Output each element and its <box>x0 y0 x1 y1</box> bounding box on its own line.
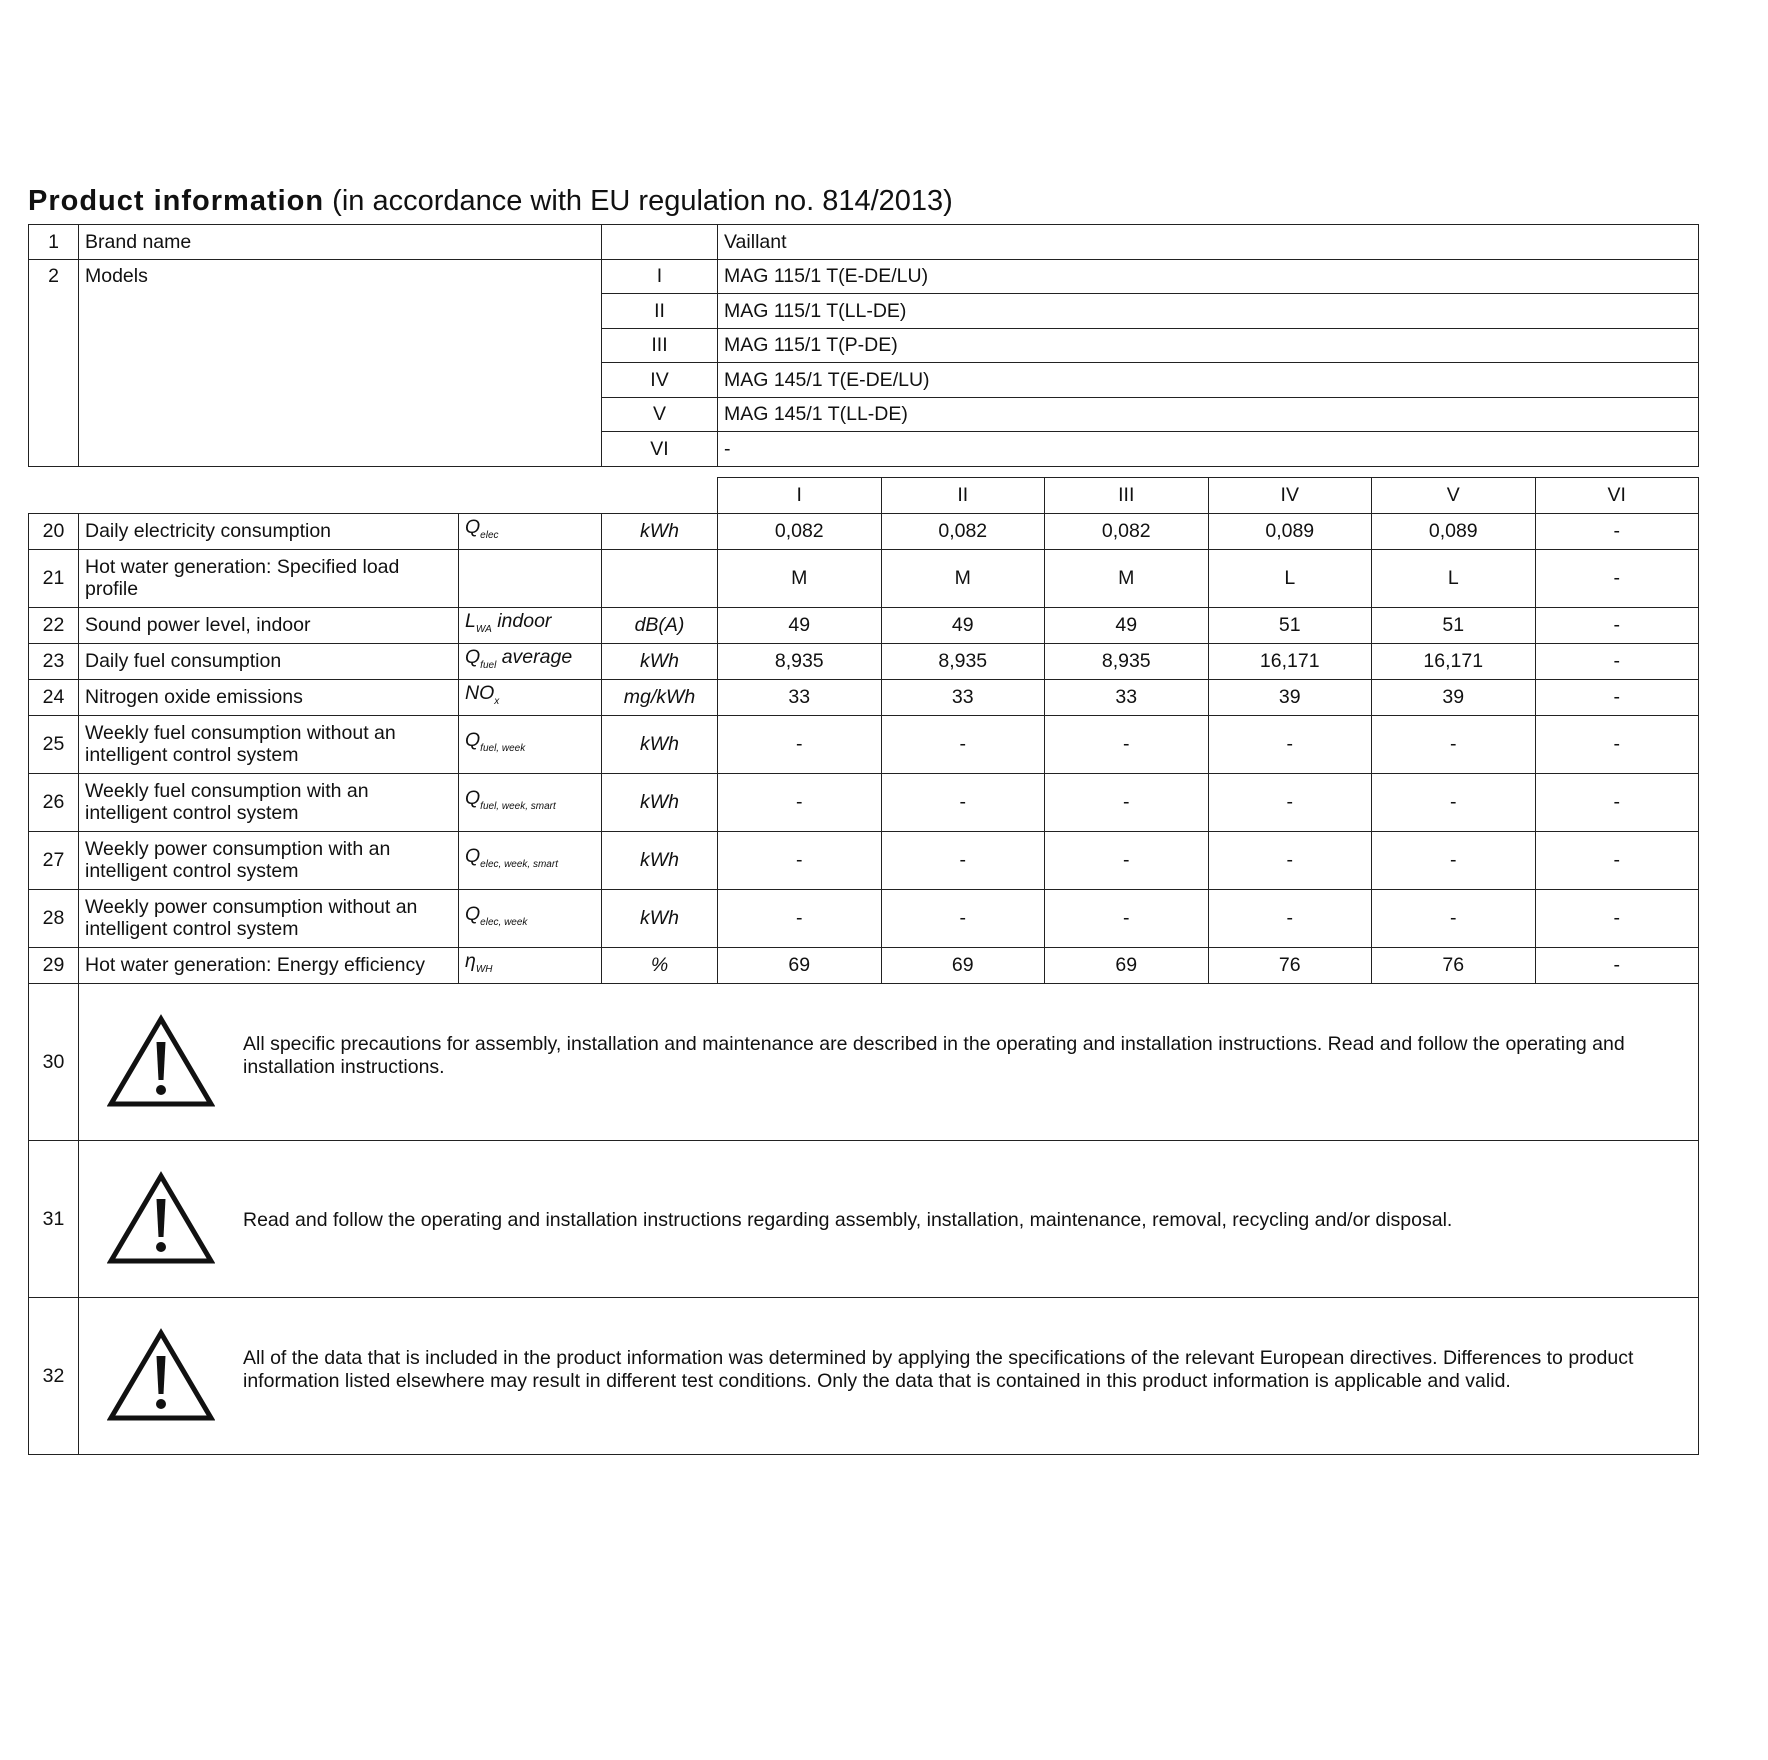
unit-cell: kWh <box>602 889 718 947</box>
value-cell: 8,935 <box>718 643 882 679</box>
value-cell: - <box>718 889 882 947</box>
model-roman: III <box>602 328 718 363</box>
row-number: 22 <box>29 607 79 643</box>
value-cell: 8,935 <box>1045 643 1209 679</box>
row-label: Sound power level, indoor <box>79 607 459 643</box>
symbol-subscript: fuel, week <box>480 742 526 754</box>
table-row <box>29 715 1699 773</box>
value-cell: - <box>1535 513 1699 549</box>
model-name: - <box>718 432 1699 467</box>
value-cell: - <box>1372 715 1536 773</box>
symbol-main: Q <box>465 786 481 809</box>
symbol-cell <box>459 889 602 947</box>
value-cell: 49 <box>1045 607 1209 643</box>
unit-cell: mg/kWh <box>602 679 718 715</box>
value-cell: - <box>1535 643 1699 679</box>
symbol-main: NO <box>465 681 495 704</box>
unit-cell: kWh <box>602 773 718 831</box>
symbol-suffix: average <box>496 645 573 668</box>
warning-content <box>79 1171 1698 1266</box>
row-number: 21 <box>29 549 79 607</box>
row-label: Hot water generation: Specified load profile <box>79 549 459 607</box>
row-number: 31 <box>29 1140 79 1297</box>
model-roman: IV <box>602 363 718 398</box>
value-cell: - <box>1535 889 1699 947</box>
symbol-subscript: elec, week <box>480 916 528 928</box>
row-number: 27 <box>29 831 79 889</box>
value-cell: - <box>1045 715 1209 773</box>
value-cell: 33 <box>1045 679 1209 715</box>
value-cell: 49 <box>718 607 882 643</box>
value-cell: - <box>1372 889 1536 947</box>
row-number: 24 <box>29 679 79 715</box>
unit-cell: kWh <box>602 831 718 889</box>
value-cell: - <box>1535 831 1699 889</box>
product-information-sheet <box>28 184 1698 1455</box>
symbol-cell <box>459 679 602 715</box>
symbol-subscript: elec, week, smart <box>480 858 558 870</box>
row-number: 30 <box>29 983 79 1140</box>
row-number: 23 <box>29 643 79 679</box>
symbol-cell <box>459 715 602 773</box>
value-cell: - <box>1535 607 1699 643</box>
table-row <box>29 947 1699 983</box>
model-roman: V <box>602 397 718 432</box>
symbol-subscript: x <box>494 695 500 707</box>
value-cell: - <box>881 773 1045 831</box>
row-label: Brand name <box>79 225 602 260</box>
row-number: 26 <box>29 773 79 831</box>
value-cell: - <box>1208 889 1372 947</box>
column-header: VI <box>1535 477 1699 513</box>
value-cell: - <box>1372 773 1536 831</box>
value-cell: - <box>1535 549 1699 607</box>
value-cell: - <box>881 831 1045 889</box>
unit-cell <box>602 549 718 607</box>
table-row <box>29 679 1699 715</box>
symbol-subscript: fuel, week, smart <box>480 800 556 812</box>
value-cell: 49 <box>881 607 1045 643</box>
symbol-main: Q <box>465 728 481 751</box>
value-cell: 8,935 <box>881 643 1045 679</box>
value-cell: 0,082 <box>1045 513 1209 549</box>
warning-triangle-icon <box>107 1171 215 1266</box>
model-name: MAG 145/1 T(LL-DE) <box>718 397 1699 432</box>
row-number: 2 <box>29 259 79 466</box>
table-row <box>29 773 1699 831</box>
value-cell: - <box>881 889 1045 947</box>
value-cell: L <box>1372 549 1536 607</box>
column-header: I <box>718 477 882 513</box>
symbol-main: Q <box>465 645 481 668</box>
warning-cell <box>79 1297 1699 1454</box>
row-number: 20 <box>29 513 79 549</box>
symbol-main: Q <box>465 515 481 538</box>
warning-content <box>79 1014 1698 1109</box>
value-cell: 16,171 <box>1372 643 1536 679</box>
value-cell: 0,089 <box>1208 513 1372 549</box>
row-number: 1 <box>29 225 79 260</box>
table-row <box>29 513 1699 549</box>
value-cell: M <box>1045 549 1209 607</box>
table-row <box>29 225 1699 260</box>
symbol-cell <box>459 773 602 831</box>
symbol-cell <box>459 831 602 889</box>
model-name: MAG 145/1 T(E-DE/LU) <box>718 363 1699 398</box>
value-cell: - <box>1372 831 1536 889</box>
row-label: Weekly power consumption with an intelligent control system <box>79 831 459 889</box>
table-row <box>29 607 1699 643</box>
value-cell: 0,089 <box>1372 513 1536 549</box>
symbol-subscript: fuel <box>480 659 497 671</box>
value-cell: 33 <box>718 679 882 715</box>
value-cell: 39 <box>1372 679 1536 715</box>
row-number: 32 <box>29 1297 79 1454</box>
value-cell: - <box>1045 889 1209 947</box>
warning-text: All specific precautions for assembly, installation and maintenance are described in the operating and installation instructions. Read and follow the operating and installation instructions. <box>243 1032 1625 1078</box>
warning-cell <box>79 1140 1699 1297</box>
row-label: Weekly power consumption without an intelligent control system <box>79 889 459 947</box>
value-cell: 51 <box>1372 607 1536 643</box>
value-cell: - <box>1535 715 1699 773</box>
unit-cell: kWh <box>602 643 718 679</box>
title-bold: Product information <box>28 185 325 217</box>
value-cell: 76 <box>1208 947 1372 983</box>
warning-row <box>29 983 1699 1140</box>
value-cell: 69 <box>718 947 882 983</box>
warning-text: Read and follow the operating and installation instructions regarding assembly, installation, maintenance, removal, recycling and/or disposal. <box>243 1209 1453 1231</box>
value-cell: 69 <box>881 947 1045 983</box>
warning-text: All of the data that is included in the product information was determined by applying the specifications of the relevant European directives. Differences to product information listed elsewhere may result in different test conditions. Only the data that is contained in this product information is applicable and valid. <box>243 1346 1634 1392</box>
value-cell: M <box>881 549 1045 607</box>
table-row <box>29 259 1699 294</box>
value-cell: - <box>1045 831 1209 889</box>
unit-cell: dB(A) <box>602 607 718 643</box>
column-header-row <box>29 477 1699 513</box>
table-row <box>29 831 1699 889</box>
row-label: Daily fuel consumption <box>79 643 459 679</box>
symbol-cell <box>459 607 602 643</box>
value-cell: 51 <box>1208 607 1372 643</box>
symbol-cell <box>459 549 602 607</box>
unit-cell: kWh <box>602 715 718 773</box>
model-name: MAG 115/1 T(LL-DE) <box>718 294 1699 329</box>
model-roman: II <box>602 294 718 329</box>
model-roman: I <box>602 259 718 294</box>
empty-cell <box>602 225 718 260</box>
symbol-main: Q <box>465 844 481 867</box>
model-roman: VI <box>602 432 718 467</box>
symbol-main: Q <box>465 902 481 925</box>
model-name: MAG 115/1 T(E-DE/LU) <box>718 259 1699 294</box>
symbol-cell <box>459 513 602 549</box>
symbol-cell <box>459 643 602 679</box>
symbol-subscript: WA <box>475 623 492 635</box>
brand-models-table <box>28 224 1699 467</box>
row-label: Daily electricity consumption <box>79 513 459 549</box>
symbol-main: L <box>465 609 476 632</box>
value-cell: - <box>718 831 882 889</box>
symbol-subscript: WH <box>475 963 493 975</box>
warning-triangle-icon <box>107 1014 215 1109</box>
table-row <box>29 549 1699 607</box>
value-cell: M <box>718 549 882 607</box>
row-label: Hot water generation: Energy efficiency <box>79 947 459 983</box>
warning-content <box>79 1328 1698 1423</box>
row-label: Nitrogen oxide emissions <box>79 679 459 715</box>
row-label: Models <box>79 259 602 466</box>
symbol-suffix: indoor <box>491 609 552 632</box>
table-row <box>29 643 1699 679</box>
value-cell: - <box>1045 773 1209 831</box>
model-name: MAG 115/1 T(P-DE) <box>718 328 1699 363</box>
column-header: III <box>1045 477 1209 513</box>
warning-row <box>29 1140 1699 1297</box>
value-cell: - <box>881 715 1045 773</box>
value-cell: - <box>1535 947 1699 983</box>
symbol-main: η <box>465 949 476 972</box>
value-cell: - <box>1208 831 1372 889</box>
value-cell: - <box>718 773 882 831</box>
brand-value: Vaillant <box>718 225 1699 260</box>
value-cell: L <box>1208 549 1372 607</box>
value-cell: 69 <box>1045 947 1209 983</box>
title-regulation: (in accordance with EU regulation no. 814/2013) <box>324 185 953 217</box>
empty-header <box>29 477 718 513</box>
value-cell: 33 <box>881 679 1045 715</box>
symbol-subscript: elec <box>480 529 499 541</box>
column-header: IV <box>1208 477 1372 513</box>
value-cell: - <box>718 715 882 773</box>
warning-row <box>29 1297 1699 1454</box>
value-cell: 39 <box>1208 679 1372 715</box>
value-cell: 0,082 <box>718 513 882 549</box>
row-label: Weekly fuel consumption with an intelligent control system <box>79 773 459 831</box>
unit-cell: % <box>602 947 718 983</box>
row-number: 29 <box>29 947 79 983</box>
symbol-cell <box>459 947 602 983</box>
warning-cell <box>79 983 1699 1140</box>
column-header: V <box>1372 477 1536 513</box>
value-cell: 76 <box>1372 947 1536 983</box>
table-row <box>29 889 1699 947</box>
unit-cell: kWh <box>602 513 718 549</box>
value-cell: - <box>1208 773 1372 831</box>
value-cell: 16,171 <box>1208 643 1372 679</box>
value-cell: - <box>1208 715 1372 773</box>
value-cell: 0,082 <box>881 513 1045 549</box>
page-title <box>28 184 1698 218</box>
specifications-table <box>28 477 1699 1455</box>
value-cell: - <box>1535 679 1699 715</box>
row-label: Weekly fuel consumption without an intelligent control system <box>79 715 459 773</box>
row-number: 25 <box>29 715 79 773</box>
column-header: II <box>881 477 1045 513</box>
row-number: 28 <box>29 889 79 947</box>
warning-triangle-icon <box>107 1328 215 1423</box>
value-cell: - <box>1535 773 1699 831</box>
